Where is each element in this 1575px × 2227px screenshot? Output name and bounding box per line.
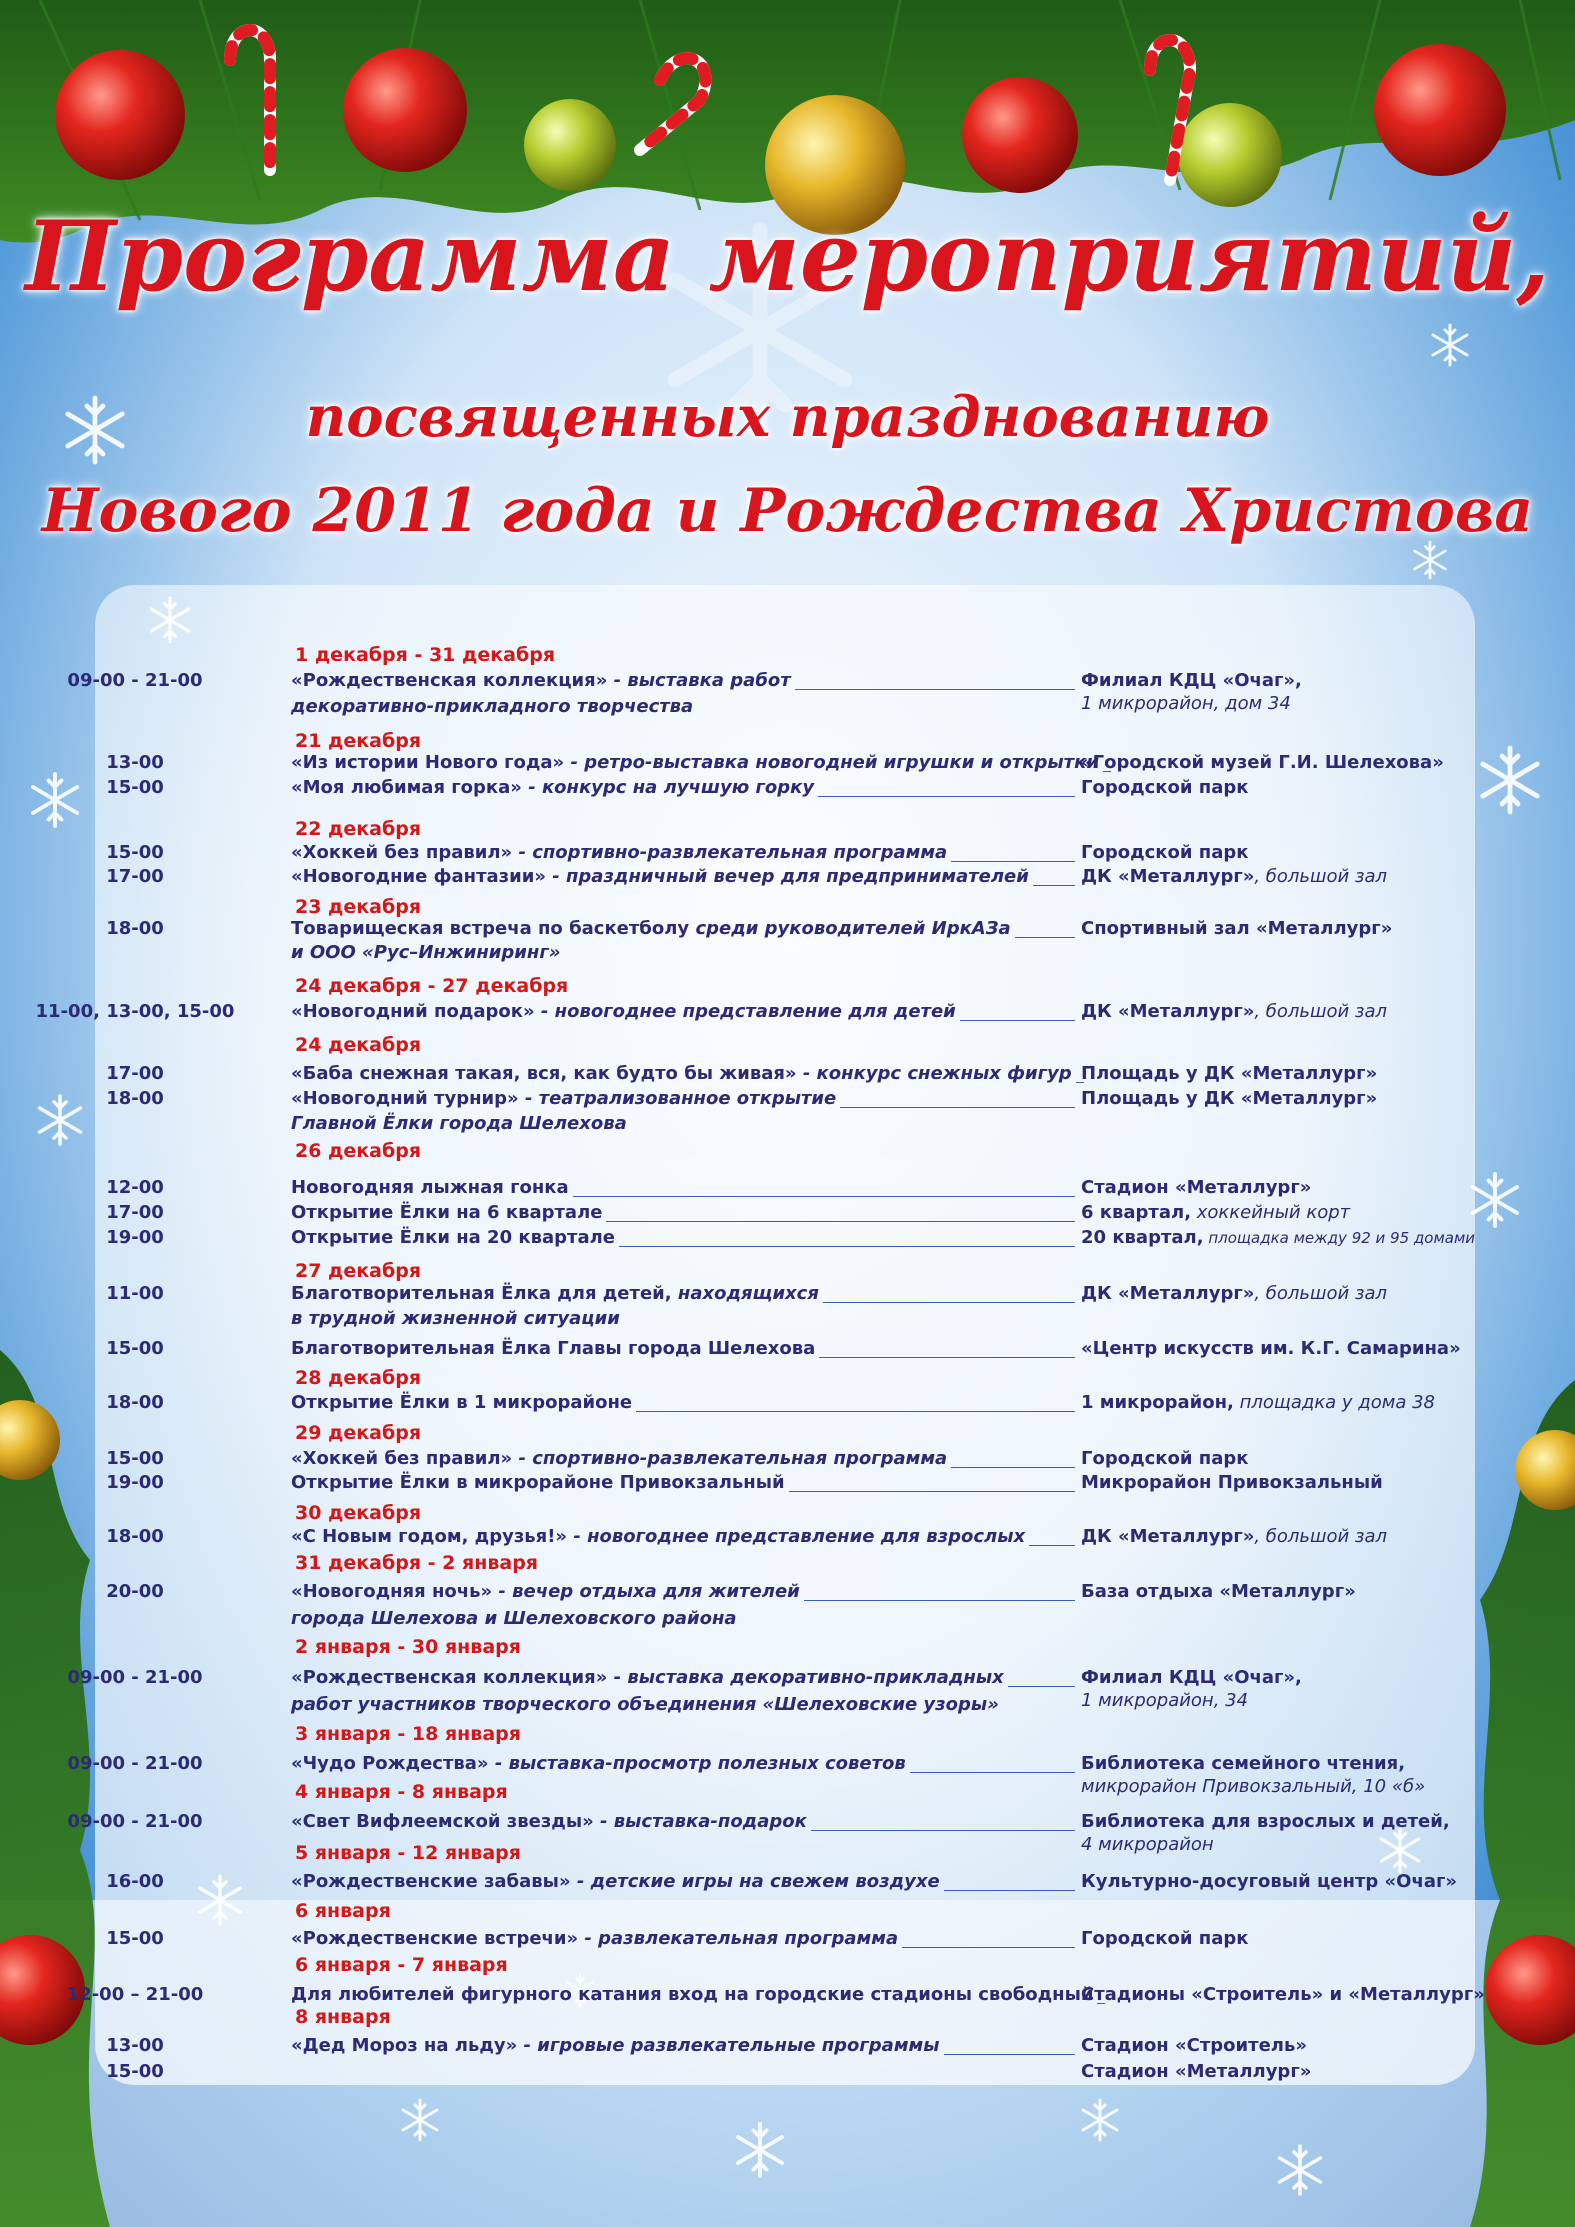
leader-line: [619, 1246, 1075, 1247]
event-location: [1081, 1088, 1377, 1109]
date-heading: 23 декабря: [295, 896, 422, 918]
event-title: [291, 842, 947, 863]
location-name: 20 квартал,: [1081, 1227, 1204, 1248]
event-title: [291, 1338, 815, 1359]
location-address: микрорайон Привокзальный, 10 «б»: [1081, 1776, 1426, 1797]
event-location: [1081, 1581, 1356, 1602]
leader-line: [573, 1196, 1075, 1197]
leader-line: [823, 1302, 1075, 1303]
location-name: Стадион «Строитель»: [1081, 2035, 1307, 2056]
event-title: [291, 1928, 898, 1949]
event-name: «Свет Вифлеемской звезды»: [291, 1811, 594, 1832]
leader-line: [840, 1107, 1075, 1108]
event-name: «Новогодний подарок»: [291, 1001, 535, 1022]
event-title: [291, 1581, 800, 1602]
event-title: [291, 1392, 632, 1413]
event-time: 15-00: [106, 1928, 164, 1949]
event-time: 09-00 - 21-00: [67, 1753, 203, 1774]
event-title-continued: работ участников творческого объединения «Шелеховские узоры»: [291, 1694, 999, 1715]
event-time: 15-00: [106, 1338, 164, 1359]
date-heading: 6 января - 7 января: [295, 1954, 508, 1976]
event-title: [291, 1984, 1094, 2005]
event-name: «Новогодние фантазии»: [291, 866, 546, 887]
event-location: [1081, 752, 1444, 773]
event-name: «Рождественская коллекция»: [291, 1667, 608, 1688]
location-address: 4 микрорайон: [1081, 1834, 1214, 1855]
location-detail: площадка между 92 и 95 домами: [1203, 1229, 1476, 1247]
location-address: 1 микрорайон, 34: [1081, 1690, 1249, 1711]
event-name: «Рождественская коллекция»: [291, 670, 608, 691]
event-time: 15-00: [106, 842, 164, 863]
event-time: 18-00: [106, 918, 164, 939]
event-time: 16-00: [106, 1871, 164, 1892]
event-description: - праздничный вечер для предпринимателей: [545, 866, 1029, 887]
event-name: Новогодняя лыжная гонка: [291, 1177, 569, 1198]
date-heading: 29 декабря: [295, 1422, 422, 1444]
date-heading: 8 января: [295, 2006, 391, 2028]
event-location: [1081, 1392, 1435, 1413]
location-detail: , большой зал: [1254, 866, 1388, 887]
event-description: - ретро-выставка новогодней игрушки и открытки: [564, 752, 1099, 773]
event-description: - выставка декоративно-прикладных: [607, 1667, 1004, 1688]
event-description: - вечер отдыха для жителей: [492, 1581, 800, 1602]
event-name: Открытие Ёлки на 6 квартале: [291, 1202, 603, 1223]
event-title: [291, 670, 791, 691]
leader-line: [1015, 937, 1075, 938]
event-description: - развлекательная программа: [578, 1928, 899, 1949]
location-name: Площадь у ДК «Металлург»: [1081, 1088, 1378, 1109]
event-location: [1081, 1448, 1248, 1469]
leader-line: [795, 689, 1075, 690]
event-description: - игровые развлекательные программы: [517, 2035, 940, 2056]
date-heading: 2 января - 30 января: [295, 1636, 521, 1658]
event-description: - выставка работ: [607, 670, 791, 691]
event-title: [291, 1227, 615, 1248]
location-name: ДК «Металлург»: [1081, 1526, 1255, 1547]
event-title: [291, 1001, 956, 1022]
event-location: [1081, 1227, 1475, 1248]
event-title: [291, 1871, 940, 1892]
date-heading: 4 января - 8 января: [295, 1781, 508, 1803]
event-name: «Моя любимая горка»: [291, 777, 522, 798]
event-title: [291, 1448, 947, 1469]
event-time: 15-00: [106, 777, 164, 798]
event-name: «Баба снежная такая, вся, как будто бы живая»: [291, 1063, 797, 1084]
event-location: [1081, 2035, 1307, 2056]
location-address: 1 микрорайон, дом 34: [1081, 693, 1291, 714]
event-location: [1081, 1984, 1485, 2005]
event-time: 11-00, 13-00, 15-00: [35, 1001, 235, 1022]
location-name: Филиал КДЦ «Очаг»,: [1081, 670, 1302, 691]
event-time: 13-00: [106, 752, 164, 773]
event-location: [1081, 842, 1248, 863]
event-location: [1081, 1063, 1377, 1084]
location-name: База отдыха «Металлург»: [1081, 1581, 1356, 1602]
event-title-continued: города Шелехова и Шелеховского района: [291, 1608, 737, 1629]
event-time: 18-00: [106, 1392, 164, 1413]
event-name: «Хоккей без правил»: [291, 842, 513, 863]
event-name: «Новогодний турнир»: [291, 1088, 519, 1109]
location-name: Культурно-досуговый центр «Очаг»: [1081, 1871, 1457, 1892]
event-time: 17-00: [106, 1063, 164, 1084]
event-title: [291, 1526, 1025, 1547]
date-heading: 31 декабря - 2 января: [295, 1552, 538, 1574]
event-name: «Рождественские встречи»: [291, 1928, 579, 1949]
event-name: «Дед Мороз на льду»: [291, 2035, 518, 2056]
event-name: «Из истории Нового года»: [291, 752, 565, 773]
event-location: [1081, 777, 1248, 798]
event-title-continued: в трудной жизненной ситуации: [291, 1308, 620, 1329]
leader-line: [910, 1772, 1075, 1773]
event-location: [1081, 1202, 1350, 1223]
date-heading: 26 декабря: [295, 1140, 422, 1162]
location-name: ДК «Металлург»: [1081, 1001, 1255, 1022]
leader-line: [951, 861, 1075, 862]
location-detail: , большой зал: [1254, 1283, 1388, 1304]
event-title: [291, 1811, 807, 1832]
page-subtitle-occasion: Нового 2011 года и Рождества Христова: [41, 476, 1534, 546]
event-time: 18-00: [106, 1526, 164, 1547]
event-location: [1081, 866, 1387, 887]
date-heading: 21 декабря: [295, 730, 422, 752]
location-name: «Городской музей Г.И. Шелехова»: [1081, 752, 1444, 773]
location-name: ДК «Металлург»: [1081, 866, 1255, 887]
event-time: 19-00: [106, 1227, 164, 1248]
event-name: «С Новым годом, друзья!»: [291, 1526, 568, 1547]
event-description: - выставка-просмотр полезных советов: [488, 1753, 906, 1774]
event-time: 17-00: [106, 1202, 164, 1223]
location-name: Спортивный зал «Металлург»: [1081, 918, 1393, 939]
location-detail: , большой зал: [1254, 1001, 1388, 1022]
location-name: Городской парк: [1081, 1448, 1249, 1469]
event-title: [291, 1283, 819, 1304]
event-time: 09-00 - 21-00: [67, 670, 203, 691]
event-location: [1081, 1001, 1387, 1022]
page-subtitle: посвященных празднованию: [305, 384, 1270, 450]
event-description: среди руководителей ИркАЗа: [689, 918, 1011, 939]
event-location: [1081, 1177, 1311, 1198]
location-name: 1 микрорайон,: [1081, 1392, 1234, 1413]
event-description: находящихся: [671, 1283, 819, 1304]
event-name: Благотворительная Ёлка для детей,: [291, 1283, 672, 1304]
event-location: [1081, 1526, 1387, 1547]
leader-line: [819, 1357, 1075, 1358]
event-location: [1081, 1753, 1405, 1774]
location-name: «Центр искусств им. К.Г. Самарина»: [1081, 1338, 1461, 1359]
event-title: [291, 1667, 1004, 1688]
location-name: Библиотека для взрослых и детей,: [1081, 1811, 1450, 1832]
event-time: 15-00: [106, 2061, 164, 2082]
event-name: Товарищеская встреча по баскетболу: [291, 918, 690, 939]
leader-line: [1029, 1545, 1075, 1546]
location-detail: , большой зал: [1254, 1526, 1388, 1547]
event-location: [1081, 1338, 1461, 1359]
event-time: 15-00: [106, 1448, 164, 1469]
event-location: [1081, 1472, 1383, 1493]
event-name: Благотворительная Ёлка Главы города Шелехова: [291, 1338, 816, 1359]
event-location: [1081, 1811, 1450, 1832]
event-title-continued: и ООО «Рус–Инжиниринг»: [291, 942, 561, 963]
location-name: Стадион «Металлург»: [1081, 2061, 1312, 2082]
event-time: 09-00 - 21-00: [67, 1667, 203, 1688]
leader-line: [606, 1221, 1075, 1222]
event-name: «Чудо Рождества»: [291, 1753, 489, 1774]
location-name: Библиотека семейного чтения,: [1081, 1753, 1406, 1774]
event-description: - выставка-подарок: [593, 1811, 807, 1832]
event-title: [291, 1753, 906, 1774]
event-title: [291, 2035, 940, 2056]
event-location: [1081, 918, 1392, 939]
event-title: [291, 777, 814, 798]
event-title: [291, 1177, 569, 1198]
event-description: - детские игры на свежем воздухе: [570, 1871, 940, 1892]
event-title: [291, 1063, 1072, 1084]
event-time: 20-00: [106, 1581, 164, 1602]
leader-line: [811, 1830, 1075, 1831]
location-name: Стадионы «Строитель» и «Металлург»: [1081, 1984, 1485, 2005]
leader-line: [1008, 1686, 1075, 1687]
leader-line: [636, 1411, 1075, 1412]
event-name: Открытие Ёлки в микрорайоне Привокзальный: [291, 1472, 785, 1493]
event-description: - новогоднее представление для детей: [534, 1001, 956, 1022]
event-name: «Рождественские забавы»: [291, 1871, 571, 1892]
event-location: [1081, 1667, 1302, 1688]
leader-line: [944, 2054, 1075, 2055]
event-name: Открытие Ёлки на 20 квартале: [291, 1227, 615, 1248]
event-name: «Новогодняя ночь»: [291, 1581, 493, 1602]
event-description: - новогоднее представление для взрослых: [567, 1526, 1026, 1547]
event-description: - театрализованное открытие: [518, 1088, 837, 1109]
location-detail: хоккейный корт: [1191, 1202, 1351, 1223]
event-description: - спортивно-развлекательная программа: [512, 842, 948, 863]
date-heading: 5 января - 12 января: [295, 1842, 521, 1864]
leader-line: [789, 1491, 1075, 1492]
date-heading: 30 декабря: [295, 1502, 422, 1524]
event-title: [291, 866, 1029, 887]
location-name: ДК «Металлург»: [1081, 1283, 1255, 1304]
event-location: [1081, 1283, 1387, 1304]
event-location: [1081, 1928, 1248, 1949]
event-title: [291, 752, 1099, 773]
event-title: [291, 918, 1011, 939]
event-time: 13-00: [106, 2035, 164, 2056]
event-location: [1081, 1871, 1457, 1892]
event-time: 17-00: [106, 866, 164, 887]
date-heading: 27 декабря: [295, 1260, 422, 1282]
event-time: 09-00 - 21-00: [67, 1811, 203, 1832]
location-name: Городской парк: [1081, 777, 1249, 798]
date-heading: 3 января - 18 января: [295, 1723, 521, 1745]
event-title: [291, 1472, 785, 1493]
date-heading: 28 декабря: [295, 1367, 422, 1389]
event-time: 12-00: [106, 1177, 164, 1198]
event-name: «Хоккей без правил»: [291, 1448, 513, 1469]
date-heading: 22 декабря: [295, 818, 422, 840]
location-detail: площадка у дома 38: [1233, 1392, 1436, 1413]
leader-line: [951, 1467, 1075, 1468]
date-heading: 1 декабря - 31 декабря: [295, 644, 556, 666]
event-name: Для любителей фигурного катания вход на городские стадионы свободный: [291, 1984, 1094, 2005]
date-heading: 24 декабря - 27 декабря: [295, 975, 569, 997]
event-title: [291, 1202, 602, 1223]
location-name: Городской парк: [1081, 1928, 1249, 1949]
event-title: [291, 1088, 836, 1109]
event-time: 12-00 – 21-00: [66, 1984, 204, 2005]
location-name: 6 квартал,: [1081, 1202, 1192, 1223]
location-name: Микрорайон Привокзальный: [1081, 1472, 1383, 1493]
leader-line: [804, 1600, 1075, 1601]
leader-line: [960, 1020, 1075, 1021]
location-name: Филиал КДЦ «Очаг»,: [1081, 1667, 1302, 1688]
leader-line: [818, 796, 1075, 797]
page-title: Программа мероприятий,: [25, 200, 1550, 313]
event-location: [1081, 2061, 1311, 2082]
event-time: 19-00: [106, 1472, 164, 1493]
event-location: [1081, 670, 1302, 691]
leader-line: [902, 1947, 1075, 1948]
event-time: 18-00: [106, 1088, 164, 1109]
leader-line: [944, 1890, 1075, 1891]
location-name: Площадь у ДК «Металлург»: [1081, 1063, 1378, 1084]
date-heading: 6 января: [295, 1900, 391, 1922]
event-title-continued: Главной Ёлки города Шелехова: [291, 1113, 627, 1134]
event-time: 11-00: [106, 1283, 164, 1304]
event-description: - спортивно-развлекательная программа: [512, 1448, 948, 1469]
date-heading: 24 декабря: [295, 1034, 422, 1056]
leader-line: [1033, 885, 1075, 886]
event-title-continued: декоративно-прикладного творчества: [291, 696, 694, 717]
event-description: - конкурс на лучшую горку: [521, 777, 815, 798]
location-name: Стадион «Металлург»: [1081, 1177, 1312, 1198]
event-description: - конкурс снежных фигур: [796, 1063, 1072, 1084]
location-name: Городской парк: [1081, 842, 1249, 863]
event-name: Открытие Ёлки в 1 микрорайоне: [291, 1392, 633, 1413]
